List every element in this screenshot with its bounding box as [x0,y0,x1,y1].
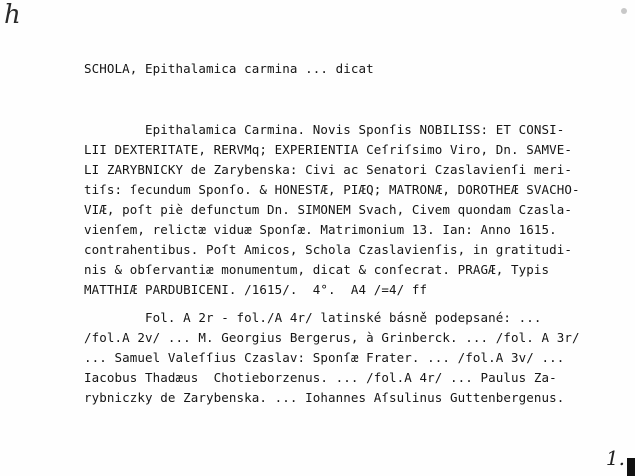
title-line: vienſem, relictæ viduæ Sponſæ. Matrimonium 13. Ian: Anno 1615. [84,222,557,237]
title-line: tiſs: ſecundum Sponſo. & HONESTÆ, PIÆQ; MATRONÆ, DOROTHEÆ SVACHO- [84,182,580,197]
title-line: nis & obſervantiæ monumentum, dicat & conſecrat. PRAGÆ, Typis [84,262,550,277]
contents-line: /fol.A 2v/ ... M. Georgius Bergerus, à Grinberck. ... /fol. A 3r/ [84,330,580,345]
contents-line: Iacobus Thadæus Chotieborzenus. ... /fol.A 4r/ ... Paulus Za- [84,370,557,385]
title-line: LII DEXTERITATE, RERVMq; EXPERIENTIA Ceſriſsimo Viro, Dn. SAMVE- [84,142,573,157]
corner-dot [621,8,627,14]
title-line: MATTHIÆ PARDUBICENI. /1615/. 4°. A4 /=4/ ff [84,282,428,297]
contents-line: Fol. A 2r - fol./A 4r/ latinské básně podepsané: ... [84,310,542,325]
title-line: contrahentibus. Poſt Amicos, Schola Czaslavienſis, in gratitudi- [84,242,573,257]
card-heading: SCHOLA, Epithalamica carmina ... dicat [84,61,374,76]
card-edge-mark [627,458,635,476]
handwritten-corner-mark: h [4,0,21,30]
title-line: VIÆ, poſt piè defunctum Dn. SIMONEM Svach, Civem quondam Czasla- [84,202,573,217]
contents-line: ... Samuel Valeſſius Czaslav: Sponſæ Frater. ... /fol.A 3v/ ... [84,350,565,365]
contents-line: rybniczky de Zarybenska. ... Iohannes Aſsulinus Guttenbergenus. [84,390,565,405]
page-number: 1. [605,446,625,470]
title-line: LI ZARYBNICKY de Zarybenska: Civi ac Senatori Czaslavienſi meri- [84,162,573,177]
title-line: Epithalamica Carmina. Novis Sponſis NOBILISS: ET CONSI- [84,122,565,137]
